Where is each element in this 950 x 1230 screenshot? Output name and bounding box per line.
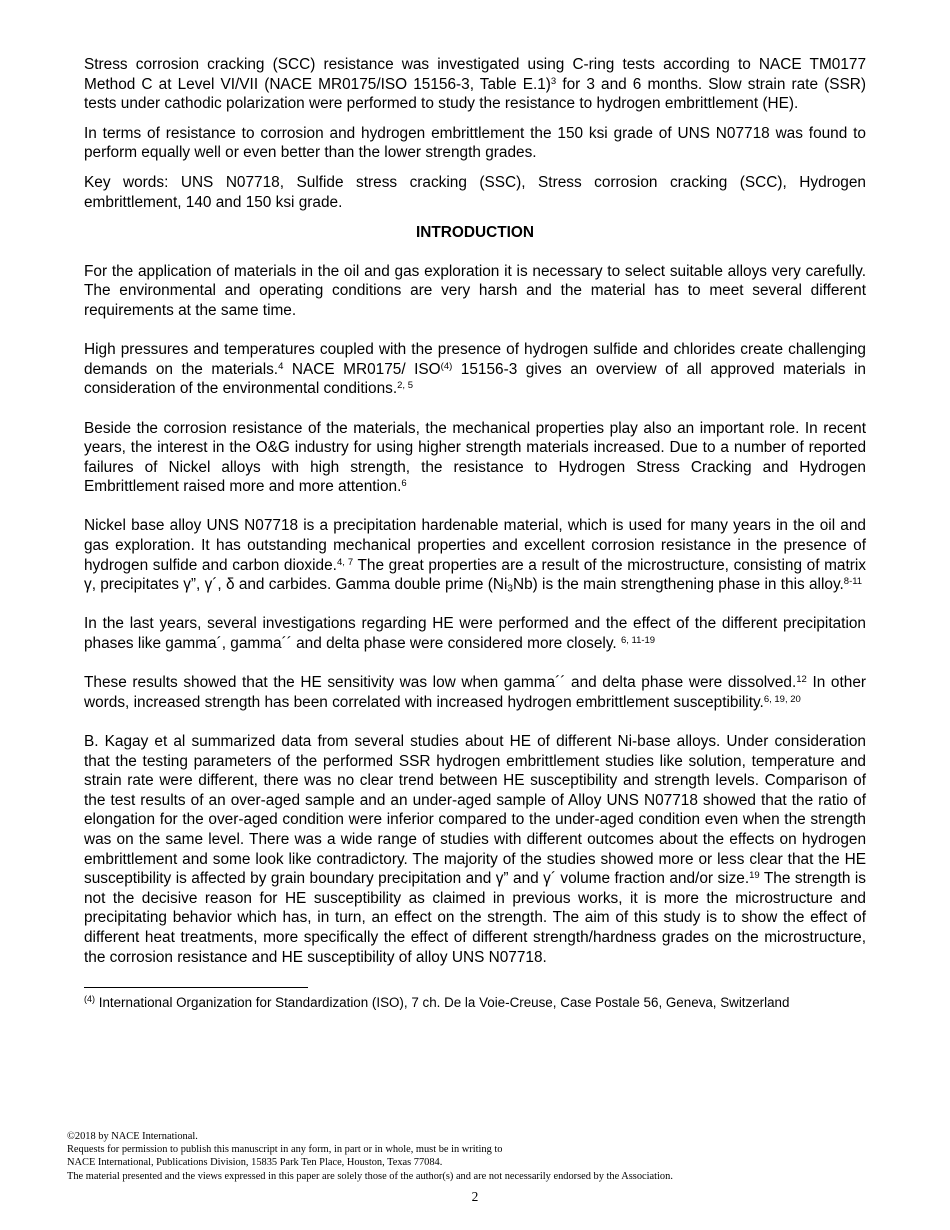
citation-superscript: 6, 19, 20	[763, 693, 801, 705]
citation-superscript: 12	[796, 674, 807, 685]
text-run: NACE MR0175/ ISO	[283, 360, 441, 378]
section-heading-introduction: INTRODUCTION	[416, 224, 534, 242]
footnote-iso	[84, 994, 866, 1012]
text-run: for 3 and 6 months. Slow strain rate (SSR) tests under cathodic polarization were performed to study the resistance to hydrogen embrittlement (HE).	[84, 75, 866, 113]
abstract-paragraph-conclusion: In terms of resistance to corrosion and hydrogen embrittlement the 150 ksi grade of UNS N07718 was found to perform equally well or even better than the lower strength grades.	[84, 124, 866, 162]
intro-paragraph-7	[84, 732, 866, 967]
intro-paragraph-6	[84, 673, 866, 712]
intro-paragraph-5	[84, 614, 866, 653]
citation-superscript: 2, 5	[397, 380, 413, 392]
text-run: These results showed that the HE sensitivity was low when gamma´´ and delta phase were dissolved.	[84, 674, 797, 692]
text-run: Nickel base alloy UNS N07718 is a precipitation hardenable material, which is used for many years in the oil and gas exploration. It has outstanding mechanical properties and excellent corrosion resistance in the presence of hydrogen sulfide and carbon dioxide.	[84, 517, 866, 574]
intro-paragraph-2	[84, 340, 866, 399]
page-body	[84, 55, 866, 1012]
citation-superscript: 3	[550, 75, 557, 87]
text-run: In other words, increased strength has been correlated with increased hydrogen embrittlement susceptibility.	[84, 674, 867, 711]
citation-superscript: 19	[749, 869, 760, 881]
citation-superscript: 8-11	[843, 576, 863, 588]
text-run: The strength is not the decisive reason for HE susceptibility as claimed in previous works, it is more the microstructure and precipitating behavior which has, in turn, an effect on the strength. The aim of this study is to show the effect of different heat treatments, more specifically the effect of different strength/hardness grades on the microstructure, the corrosion resistance and HE susceptibility of alloy UNS N07718.	[84, 870, 866, 966]
footnote-marker: (4)	[84, 994, 95, 1005]
text-run: Beside the corrosion resistance of the materials, the mechanical properties play also an important role. In recent years, the interest in the O&G industry for using higher strength materials increased. Due to a number of reported failures of Nickel alloys with high strength, the resistance to Hydrogen Stress Cracking and Hydrogen Embrittlement raised more and more attention.	[84, 419, 866, 496]
text-run: The great properties are a result of the microstructure, consisting of matrix γ, precipitates γ”, γ´, δ and carbides. Gamma double prime (Ni	[84, 556, 866, 594]
intro-paragraph-1: For the application of materials in the oil and gas exploration it is necessary to select suitable alloys very carefully. The environmental and operating conditions are very harsh and the material has to meet several different requirements at the same time.	[84, 262, 866, 319]
text-run: 15156-3 gives an overview of all approved materials in consideration of the environmental conditions.	[84, 360, 866, 398]
permission-line: Requests for permission to publish this manuscript in any form, in part or in whole, must be in writing to	[67, 1144, 503, 1156]
copyright-notice	[67, 1130, 887, 1183]
text-run: High pressures and temperatures coupled with the presence of hydrogen sulfide and chlorides create challenging demands on the materials.	[84, 341, 866, 378]
disclaimer-line: The material presented and the views expressed in this paper are solely those of the author(s) and are not necessarily endorsed by the Association.	[67, 1170, 673, 1182]
text-run: Nb) is the main strengthening phase in this alloy.	[512, 576, 844, 594]
citation-superscript: 6, 11-19	[620, 634, 656, 646]
text-run: Stress corrosion cracking (SCC) resistance was investigated using C-ring tests according to NACE TM0177 Method C at Level VI/VII (NACE MR0175/ISO 15156-3, Table E.1)	[84, 56, 866, 93]
citation-superscript: 6	[401, 478, 407, 490]
citation-superscript: 4	[278, 360, 284, 372]
abstract-paragraph-scc	[84, 55, 866, 114]
footnote-divider	[84, 987, 308, 988]
citation-superscript: 4, 7	[336, 556, 354, 568]
text-run: In the last years, several investigations regarding HE were performed and the effect of the different precipitation phases like gamma´, gamma´´ and delta phase were considered more closely.	[84, 615, 866, 653]
keywords-paragraph: Key words: UNS N07718, Sulfide stress cracking (SSC), Stress corrosion cracking (SCC), Hydrogen embrittlement, 140 and 150 ksi grade.	[84, 173, 866, 211]
intro-paragraph-4	[84, 516, 866, 594]
text-run: B. Kagay et al summarized data from several studies about HE of different Ni-base alloys. Under consideration that the testing parameters of the performed SSR hydrogen embrittlement studies like solution, temperature and strain rate were different, there was no clear trend between HE susceptibility and strength levels. Comparison of the test results of an over-aged sample and an under-aged sample of Alloy UNS N07718 showed that the ratio of elongation for the over-aged condition were inferior compared to the under-aged condition even when the strength was on the same level. There was a wide range of studies with different outcomes about the effects on hydrogen embrittlement and some look like contradictory. The majority of the studies showed more or less clear that the HE susceptibility is affected by grain boundary precipitation and γ” and γ´ volume fraction and/or size.	[84, 733, 866, 888]
intro-paragraph-3	[84, 419, 866, 497]
copyright-line: ©2018 by NACE International.	[67, 1131, 198, 1142]
footnote-text: International Organization for Standardization (ISO), 7 ch. De la Voie-Creuse, Case Postale 56, Geneva, Switzerland	[95, 995, 790, 1011]
chemical-subscript: 3	[507, 583, 513, 595]
footnote-marker: (4)	[440, 360, 453, 372]
address-line: NACE International, Publications Division, 15835 Park Ten Place, Houston, Texas 77084.	[67, 1157, 443, 1169]
page-number: 2	[471, 1189, 479, 1204]
